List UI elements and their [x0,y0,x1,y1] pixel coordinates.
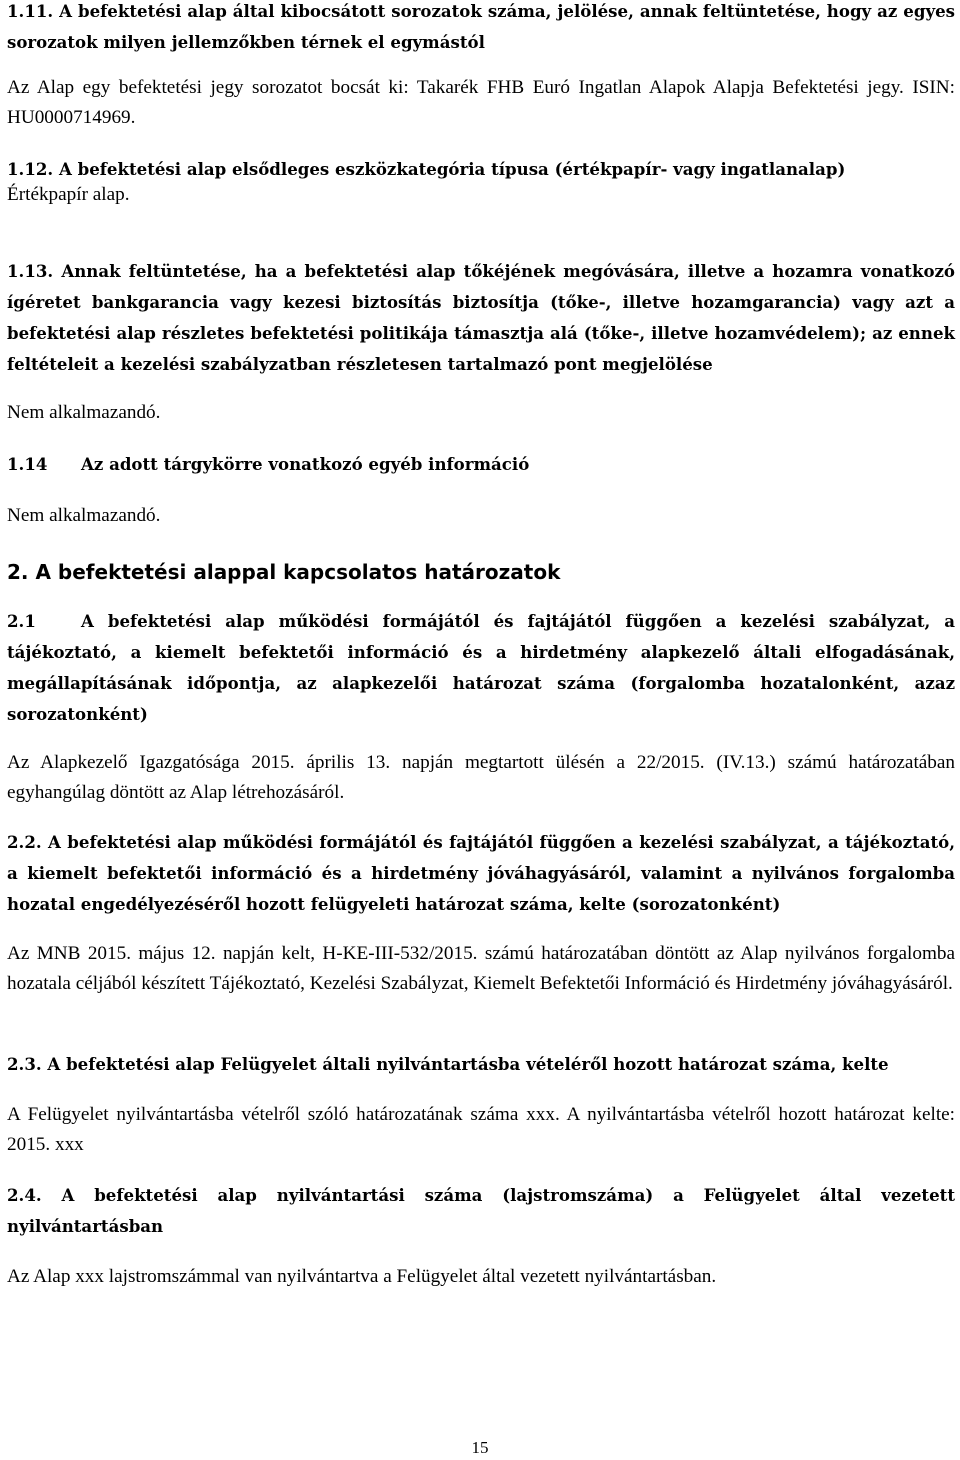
section-2-3-text: A Felügyelet nyilvántartásba vételről szóló határozatának száma xxx. A nyilvántartásba vételről hozott határozat kelte: 2015. xxx [7,1104,955,1155]
section-2-4-text: Az Alap xxx lajstromszámmal van nyilvántartva a Felügyelet által vezetett nyilvántartásban. [7,1266,717,1287]
section-2-2-text: Az MNB 2015. május 12. napján kelt, H-KE-III-532/2015. számú határozatában döntött az Alap nyilvános forgalomba hozatala céljából készített Tájékoztató, Kezelési Szabályzat, Kiemelt Befektetői Információ és Hirdetmény jóváhagyásáról. [7,943,955,994]
section-1-13-heading: 1.13. Annak feltüntetése, ha a befektetési alap tőkéjének megóvására, illetve a hozamra vonatkozó ígéretet bankgarancia vagy kezesi biztosítás biztosítja (tőke-, illetve hozamgarancia) vagy azt a befektetési alap részletes befektetési politikája támasztja alá (tőke-, illetve hozamvédelem); az ennek feltételeit a kezelési szabályzatban részletesen tartalmazó pont megjelölése [7,261,955,374]
section-1-12-text: Értékpapír alap. [7,184,130,205]
section-2-1-heading [7,606,955,730]
section-1-14-text: Nem alkalmazandó. [7,505,161,526]
section-2-3-heading: 2.3. A befektetési alap Felügyelet általi nyilvántartásba vételéről hozott határozat száma, kelte [7,1054,889,1074]
section-1-13-text: Nem alkalmazandó. [7,402,161,423]
section-2-1-text: Az Alapkezelő Igazgatósága 2015. április 13. napján megtartott ülésén a 22/2015. (IV.13.) számú határozatában egyhangúlag döntött az Alap létrehozásáról. [7,752,955,803]
section-1-14-heading [7,449,955,480]
section-2-1-number: 2.1 [7,611,36,631]
section-1-11-heading: 1.11. A befektetési alap által kibocsátott sorozatok száma, jelölése, annak feltüntetése, hogy az egyes sorozatok milyen jellemzőkben térnek el egymástól [7,1,955,52]
section-2-1-title: A befektetési alap működési formájától és fajtájától függően a kezelési szabályzat, a tájékoztató, a kiemelt befektetői információ és a hirdetmény alapkezelő általi elfogadásának, megállapításának időpontja, az alapkezelői határozat száma (forgalomba hozatalonként, azaz sorozatonként) [7,611,955,724]
section-1-14-number: 1.14 [7,454,48,474]
page-number: 15 [471,1438,489,1457]
section-1-12-heading: 1.12. A befektetési alap elsődleges eszközkategória típusa (értékpapír- vagy ingatlanalap) [7,159,846,179]
section-2-2-heading: 2.2. A befektetési alap működési formájától és fajtájától függően a kezelési szabályzat, a tájékoztató, a kiemelt befektetői információ és a hirdetmény jóváhagyásáról, valamint a nyilvános forgalomba hozatal engedélyezéséről hozott felügyeleti határozat száma, kelte (sorozatonként) [7,832,955,914]
section-1-11-text: Az Alap egy befektetési jegy sorozatot bocsát ki: Takarék FHB Euró Ingatlan Alapok Alapja Befektetési jegy. ISIN: HU0000714969. [7,77,955,128]
section-2-heading: 2. A befektetési alappal kapcsolatos határozatok [7,560,561,584]
section-2-4-heading: 2.4. A befektetési alap nyilvántartási száma (lajstromszáma) a Felügyelet által vezetett nyilvántartásban [7,1185,955,1236]
section-1-14-title: Az adott tárgykörre vonatkozó egyéb információ [81,454,530,474]
